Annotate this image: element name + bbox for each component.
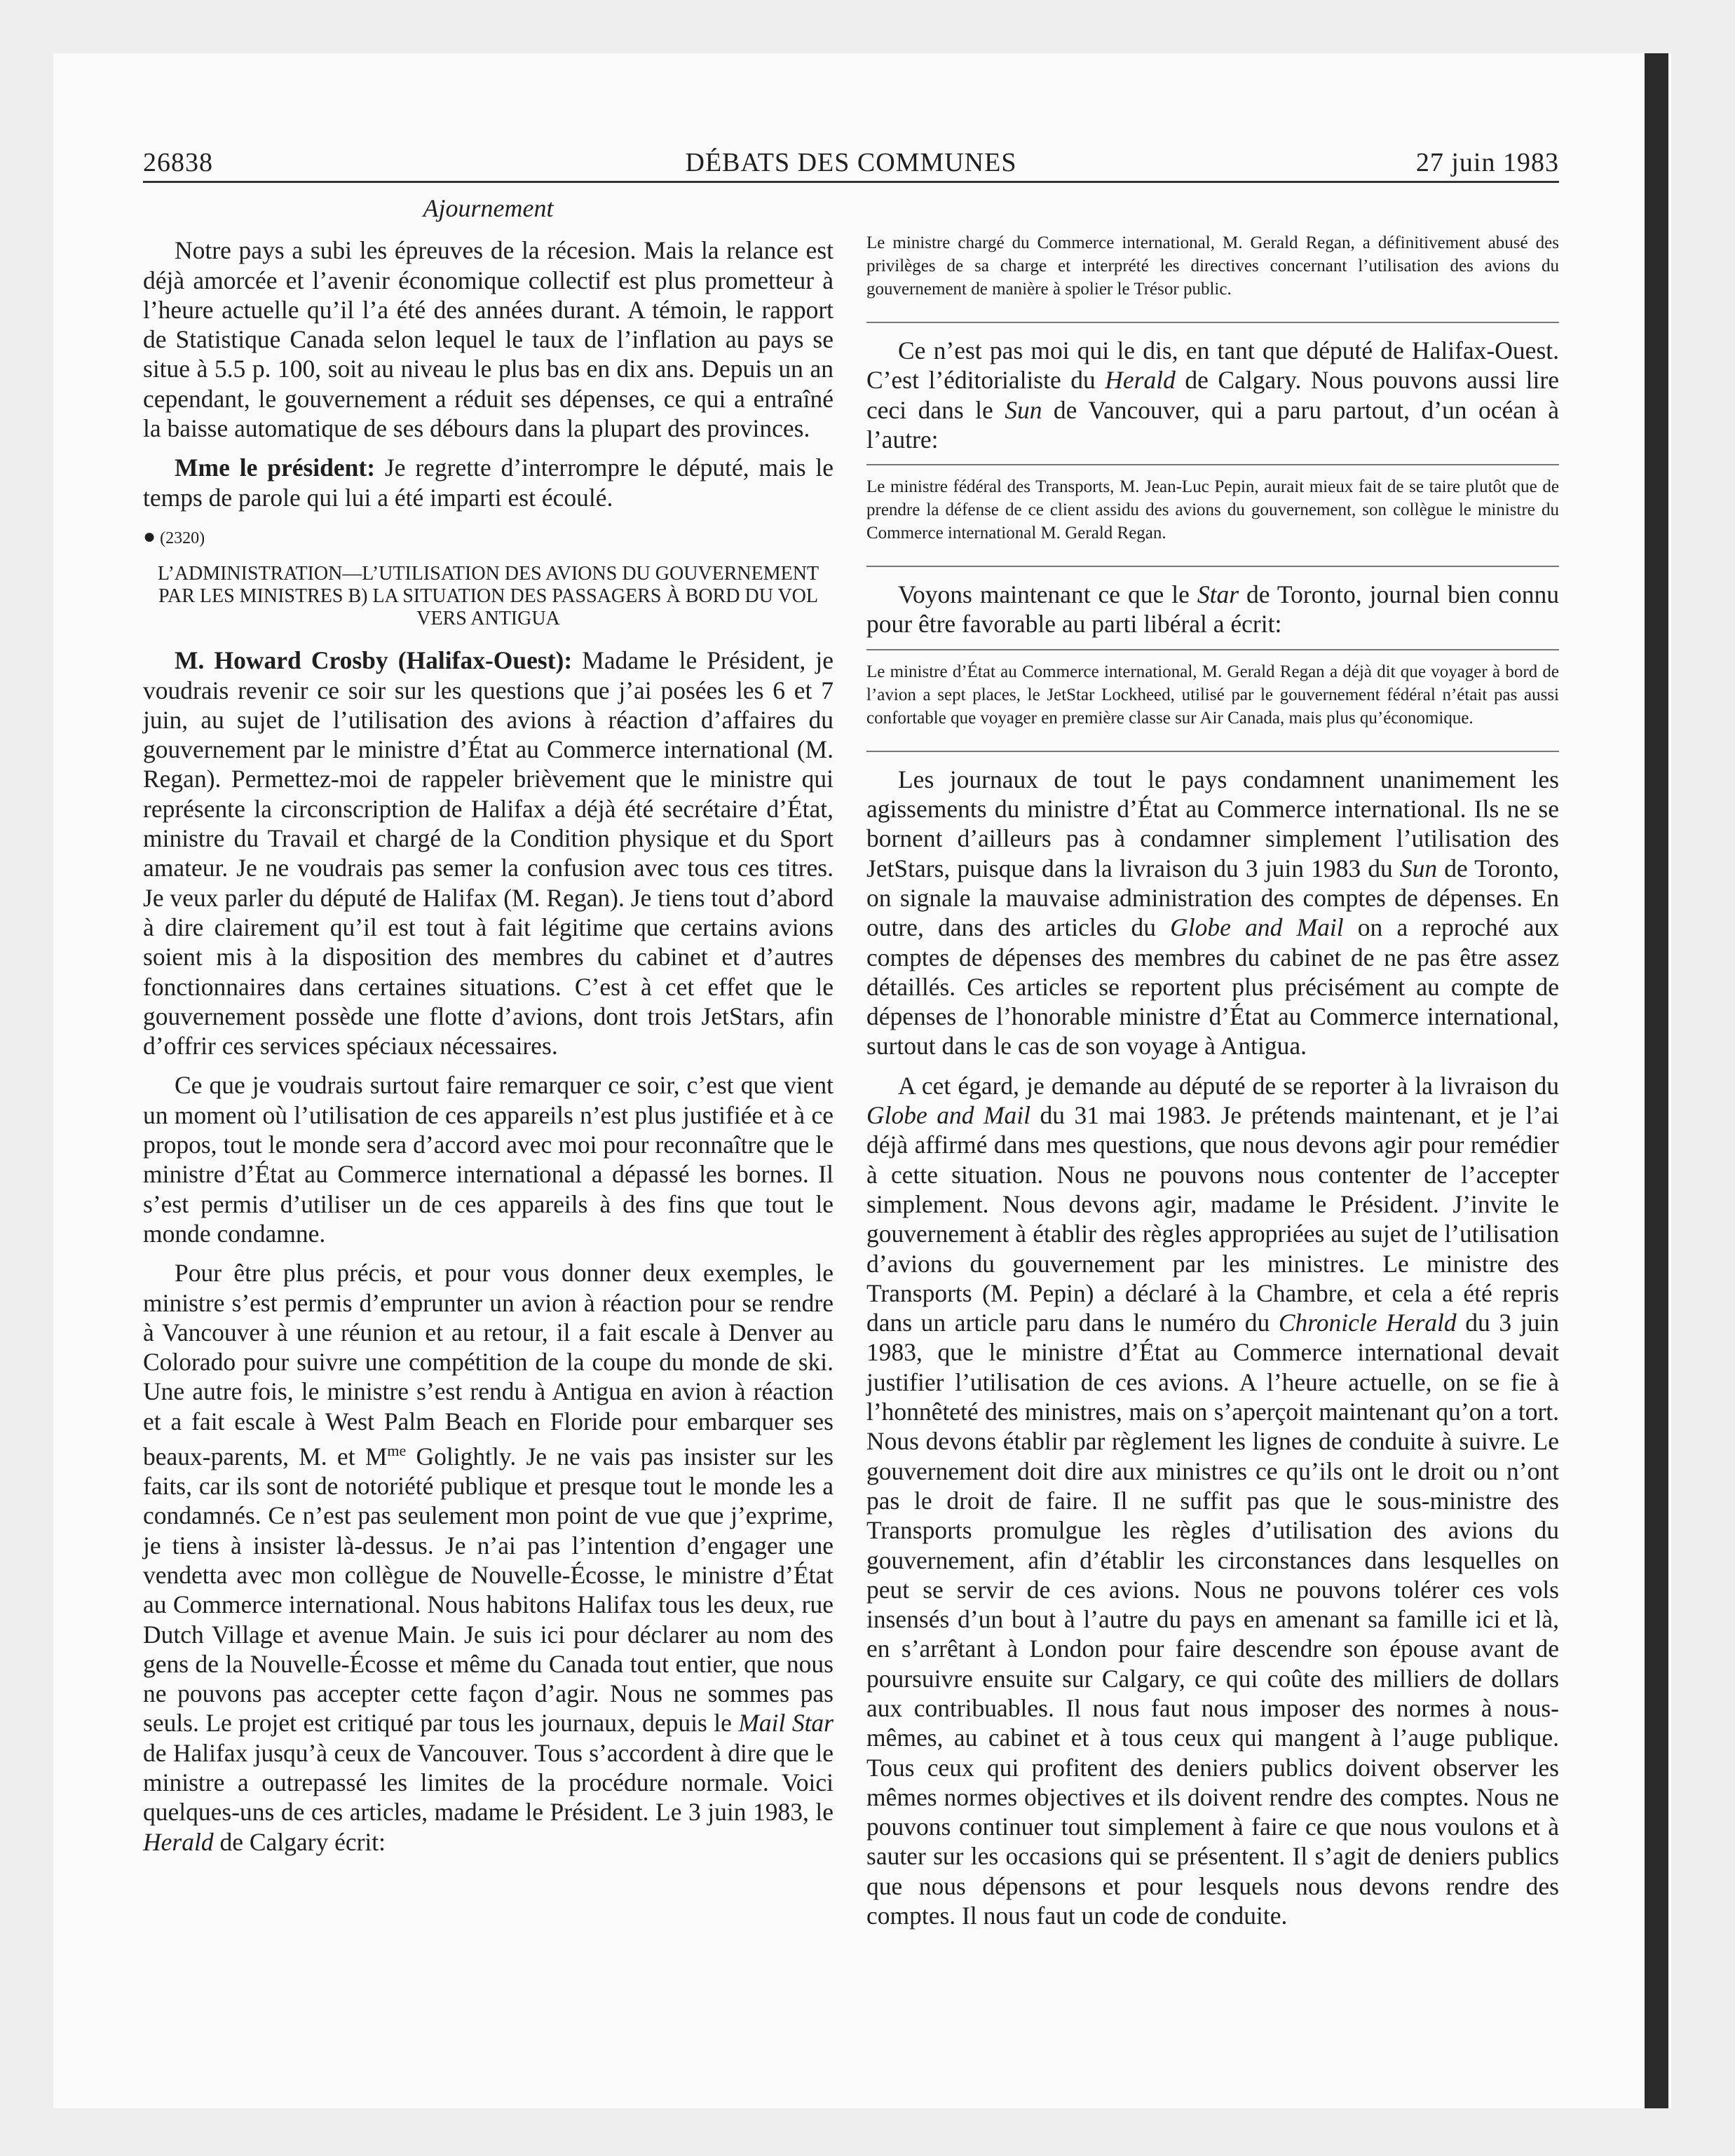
- newspaper-name: Mail Star: [738, 1709, 834, 1738]
- paragraph: Pour être plus précis, et pour vous donner deux exemples, le ministre s’est permis d’emprunter un avion à réaction pour se rendre à Vancouver à une réunion et au retour, il a fait escale à Denver au Colorado pour suivre une compétition de la coupe du monde de ski. Une autre fois, le ministre s’est rendu à Antigua en avion à réaction et a fait escale à West Palm Beach en Floride pour embarquer ses beaux-parents, M. et $M^{me}$ Golightly. Je ne vais pas insister sur les faits, car ils sont de notoriété publique et presque tout le monde les a condamnés. Ce n’est pas seulement mon point de vue que j’exprime, je tiens à insister là-dessus. Je n’ai pas l’intention d’engager une vendetta avec mon collègue de Nouvelle-Écosse, le ministre d’État au Commerce international. Nous habitons Halifax tous les deux, rue Dutch Village et avenue Main. Je suis ici pour déclarer au nom des gens de la Nouvelle-Écosse et même du Canada tout entier, que nous ne pouvons pas accepter cette façon d’agir. Nous ne sommes pas seuls. Le projet est critiqué par tous les journaux, depuis le Mail Star de Halifax jusqu’à ceux de Vancouver. Tous s’accordent à dire que le ministre a outrepassé les limites de la procédure normale. Voici quelques-uns de ces articles, madame le Président. Le 3 juin 1983, le Herald de Calgary écrit:: [143, 1259, 834, 1856]
- page-date: 27 juin 1983: [1415, 148, 1559, 177]
- speaker-name: Mme le président:: [175, 453, 376, 482]
- newspaper-name: Star: [1197, 580, 1239, 609]
- newspaper-name: Herald: [143, 1827, 214, 1856]
- newspaper-name: Herald: [1105, 366, 1176, 395]
- newspaper-name: Sun: [1399, 854, 1438, 882]
- right-column: [866, 231, 1559, 1940]
- scan-edge-bar: [1645, 53, 1668, 2108]
- quote-block: [866, 649, 1559, 752]
- page-header: [143, 144, 1559, 183]
- quote-text: Le ministre d’État au Commerce international, M. Gerald Regan a déjà dit que voyager à bord de l’avion a sept places, le JetStar Lockheed, utilisé par le gouvernement fédéral n’était pas aussi confortable que voyager en première classe sur Air Canada, mais plus qu’économique.: [866, 662, 1559, 728]
- quote-text: Le ministre chargé du Commerce international, M. Gerald Regan, a définitivement abusé des privilèges de sa charge et interprété les directives concernant l’utilisation des avions du gouvernement de manière à spolier le Trésor public.: [866, 233, 1559, 299]
- quote-block: [866, 464, 1559, 567]
- time-marker: ● (2320): [143, 524, 205, 548]
- quote-block: [866, 231, 1559, 323]
- newspaper-name: Chronicle Herald: [1278, 1309, 1457, 1337]
- paragraph: Notre pays a subi les épreuves de la récesion. Mais la relance est déjà amorcée et l’avenir économique collectif est plus prometteur à l’heure actuelle qu’il l’a été des années durant. A témoin, le rapport de Statistique Canada selon lequel le taux de l’inflation au pays se situe à 5.5 p. 100, soit au niveau le plus bas en dix ans. Depuis un an cependant, le gouvernement a réduit ses dépenses, ce qui a entraîné la baisse automatique de ses débours dans la plupart des provinces.: [143, 236, 834, 443]
- page-number: 26838: [143, 148, 213, 177]
- paragraph: Ce n’est pas moi qui le dis, en tant que député de Halifax-Ouest. C’est l’éditorialiste du Herald de Calgary. Nous pouvons aussi lire ceci dans le Sun de Vancouver, qui a paru partout, d’un océan à l’autre:: [866, 336, 1559, 453]
- quote-text: Le ministre fédéral des Transports, M. Jean-Luc Pepin, aurait mieux fait de se taire plutôt que de prendre la défense de ce client assidu des avions du gouvernement, son collègue le ministre du Commerce international M. Gerald Regan.: [866, 477, 1559, 543]
- section-heading: Ajournement: [423, 194, 554, 222]
- paragraph: M. Howard Crosby (Halifax-Ouest): Madame le Président, je voudrais revenir ce soir sur les questions que j’ai posées les 6 et 7 juin, au sujet de l’utilisation des avions à réaction d’affaires du gouvernement par le ministre d’État au Commerce international (M. Regan). Permettez-moi de rappeler brièvement que le ministre qui représente la circonscription de Halifax a déjà été secrétaire d’État, ministre du Travail et chargé de la Condition physique et du Sport amateur. Je ne voudrais pas semer la confusion avec tous ces titres. Je veux parler du député de Halifax (M. Regan). Je tiens tout d’abord à dire clairement qu’il est tout à fait légitime que certains avions soient mis à la disposition des membres du cabinet et d’autres fonctionnaires dans certaines situations. C’est à cet effet que le gouvernement possède une flotte d’avions, dont trois JetStars, afin d’offrir ces services spéciaux nécessaires.: [143, 646, 834, 1060]
- paragraph: Voyons maintenant ce que le Star de Toronto, journal bien connu pour être favorable au parti libéral a écrit:: [866, 580, 1559, 639]
- debate-title: L’ADMINISTRATION—L’UTILISATION DES AVIONS DU GOUVERNEMENT PAR LES MINISTRES B) LA SITUATION DES PASSAGERS À BORD DU VOL VERS ANTIGUA: [157, 563, 819, 630]
- publication-title: DÉBATS DES COMMUNES: [685, 148, 1017, 177]
- paragraph: A cet égard, je demande au député de se reporter à la livraison du Globe and Mail du 31 mai 1983. Je prétends maintenant, et je l’ai déjà affirmé dans mes questions, que nous devons agir pour remédier à cette situation. Nous ne pouvons nous contenter de l’accepter simplement. Nous devons agir, madame le Président. J’invite le gouvernement à établir des règles appropriées au sujet de l’utilisation d’avions du gouvernement par les ministres. Le ministre des Transports (M. Pepin) a déclaré à la Chambre, et cela a été repris dans un article paru dans le numéro du Chronicle Herald du 3 juin 1983, que le ministre d’État au Commerce international devait justifier l’utilisation de ces avions. A l’heure actuelle, on se fie à l’honnêteté des ministres, mais on s’aperçoit maintenant qu’on a tort. Nous devons établir par règlement les lignes de conduite à suivre. Le gouvernement doit dire aux ministres ce qu’ils ont le droit ou n’ont pas le droit de faire. Il ne suffit pas que le sous-ministre des Transports promulgue les règles d’utilisation des avions du gouvernement, afin d’établir les circonstances dans lesquelles on peut se servir de ces avions. Nous ne pouvons tolérer ces vols insensés d’un bout à l’autre du pays en amenant sa famille ici et là, en s’arrêtant à London pour faire descendre son épouse avant de poursuivre ensuite sur Calgary, ce qui coûte des milliers de dollars aux contribuables. Il nous faut nous imposer des normes à nous-mêmes, au cabinet et à tous ceux qui mangent à l’auge publique. Tous ceux qui profitent des deniers publics doivent observer les mêmes normes objectives et ils doivent rendre des comptes. Nous ne pouvons continuer tout simplement à faire ce que nous voulons et à sauter sur les occasions qui se présentent. Il s’agit de deniers publics que nous dépensons et pour lesquels nous devons rendre des comptes. Il nous faut un code de conduite.: [866, 1071, 1559, 1930]
- paragraph: Mme le président: Je regrette d’interrompre le député, mais le temps de parole qui lui a été imparti est écoulé.: [143, 453, 834, 512]
- newspaper-name: Sun: [1005, 395, 1042, 424]
- speaker-name: M. Howard Crosby (Halifax-Ouest):: [175, 646, 573, 675]
- paragraph: Ce que je voudrais surtout faire remarquer ce soir, c’est que vient un moment où l’utilisation de ces appareils n’est plus justifiée et à ce propos, tout le monde sera d’accord avec moi pour reconnaître que le ministre d’État au Commerce international a dépassé les bornes. Il s’est permis d’utiliser un de ces appareils à des fins que tout le monde condamne.: [143, 1071, 834, 1248]
- bullet-icon: ●: [143, 524, 156, 548]
- left-column: [143, 193, 834, 1867]
- paragraph: Les journaux de tout le pays condamnent unanimement les agissements du ministre d’État au Commerce international. Ils ne se bornent d’ailleurs pas à condamner simplement l’utilisation des JetStars, puisque dans la livraison du 3 juin 1983 du Sun de Toronto, on signale la mauvaise administration des comptes de dépenses. En outre, dans des articles du Globe and Mail on a reproché aux comptes de dépenses des membres du cabinet de ne pas être assez détaillés. Ces articles se reportent plus précisément au compte de dépenses de l’honorable ministre d’État au Commerce international, surtout dans le cas de son voyage à Antigua.: [866, 765, 1559, 1060]
- newspaper-name: Globe and Mail: [1170, 913, 1344, 942]
- newspaper-name: Globe and Mail: [866, 1101, 1031, 1130]
